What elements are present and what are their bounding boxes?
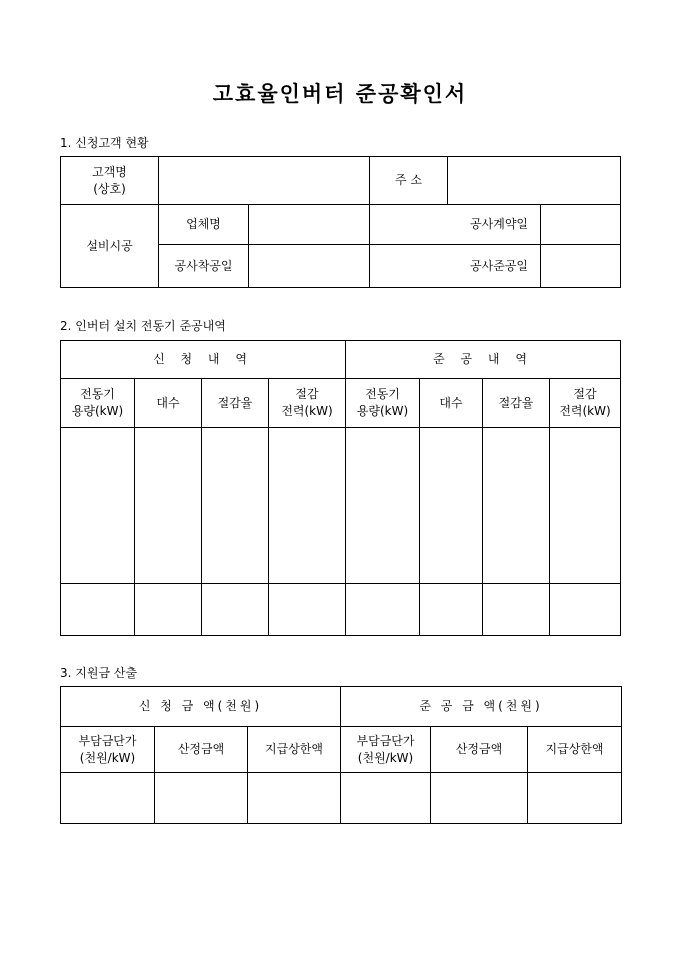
table-cell[interactable] bbox=[155, 773, 248, 824]
table-cell[interactable] bbox=[420, 428, 483, 584]
table-cell[interactable] bbox=[61, 773, 155, 824]
company-value[interactable] bbox=[249, 205, 370, 245]
applied-details-header: 신 청 내 역 bbox=[61, 341, 346, 379]
column-header: 산정금액 bbox=[431, 727, 528, 773]
table-cell[interactable] bbox=[550, 584, 621, 636]
column-header: 지급상한액 bbox=[528, 727, 622, 773]
table-cell[interactable] bbox=[346, 584, 420, 636]
start-date-label: 공사착공일 bbox=[159, 245, 249, 288]
customer-name-label: 고객명 bbox=[92, 164, 127, 179]
column-header: 부담금단가 (천원/kW) bbox=[341, 727, 431, 773]
table-cell[interactable] bbox=[550, 428, 621, 584]
column-header: 산정금액 bbox=[155, 727, 248, 773]
contract-date-label: 공사계약일 bbox=[370, 205, 541, 245]
completed-details-header: 준 공 내 역 bbox=[346, 341, 621, 379]
company-label: 업체명 bbox=[159, 205, 249, 245]
column-header: 지급상한액 bbox=[248, 727, 341, 773]
completion-date-value[interactable] bbox=[541, 245, 621, 288]
motor-details-table bbox=[60, 340, 621, 636]
table-cell[interactable] bbox=[483, 428, 550, 584]
column-header: 절감율 bbox=[483, 379, 550, 428]
customer-name-label-cell bbox=[61, 157, 159, 205]
start-date-value[interactable] bbox=[249, 245, 370, 288]
table-cell[interactable] bbox=[346, 428, 420, 584]
customer-info-table bbox=[60, 156, 621, 288]
table-cell[interactable] bbox=[61, 428, 135, 584]
table-cell[interactable] bbox=[202, 428, 269, 584]
address-label: 주 소 bbox=[370, 157, 448, 205]
table-cell[interactable] bbox=[61, 584, 135, 636]
document-title: 고효율인버터 준공확인서 bbox=[212, 81, 468, 106]
column-header: 전동기 용량(kW) bbox=[61, 379, 135, 428]
address-value[interactable] bbox=[448, 157, 621, 205]
subsidy-calc-table bbox=[60, 686, 622, 824]
table-cell[interactable] bbox=[269, 584, 346, 636]
column-header: 절감 전력(kW) bbox=[269, 379, 346, 428]
table-cell[interactable] bbox=[420, 584, 483, 636]
column-header: 절감 전력(kW) bbox=[550, 379, 621, 428]
section-1-heading: 1. 신청고객 현황 bbox=[60, 136, 149, 150]
applied-amount-header: 신 청 금 액(천원) bbox=[61, 687, 341, 727]
column-header: 절감율 bbox=[202, 379, 269, 428]
table-cell[interactable] bbox=[248, 773, 341, 824]
table-cell[interactable] bbox=[528, 773, 622, 824]
table-cell[interactable] bbox=[431, 773, 528, 824]
column-header: 전동기 용량(kW) bbox=[346, 379, 420, 428]
column-header: 대수 bbox=[135, 379, 202, 428]
table-cell[interactable] bbox=[135, 428, 202, 584]
contract-date-value[interactable] bbox=[541, 205, 621, 245]
table-cell[interactable] bbox=[135, 584, 202, 636]
facility-label: 설비시공 bbox=[61, 205, 159, 288]
customer-name-value[interactable] bbox=[159, 157, 370, 205]
customer-name-sublabel: (상호) bbox=[93, 181, 126, 196]
section-3-heading: 3. 지원금 산출 bbox=[60, 666, 138, 680]
column-header: 대수 bbox=[420, 379, 483, 428]
section-2-heading: 2. 인버터 설치 전동기 준공내역 bbox=[60, 319, 226, 333]
table-cell[interactable] bbox=[483, 584, 550, 636]
table-cell[interactable] bbox=[202, 584, 269, 636]
completed-amount-header: 준 공 금 액(천원) bbox=[341, 687, 622, 727]
column-header: 부담금단가 (천원/kW) bbox=[61, 727, 155, 773]
table-cell[interactable] bbox=[269, 428, 346, 584]
table-cell[interactable] bbox=[341, 773, 431, 824]
completion-date-label: 공사준공일 bbox=[370, 245, 541, 288]
